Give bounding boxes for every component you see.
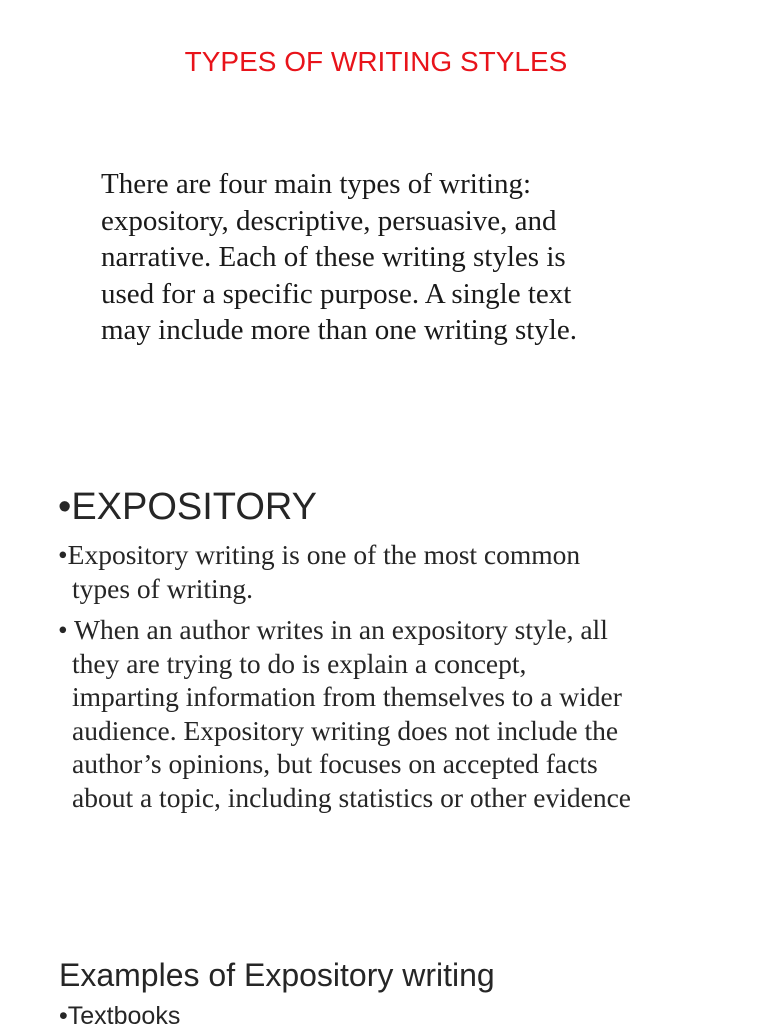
bullet-text: When an author writes in an expository style, all	[74, 614, 608, 645]
list-item-label: Textbooks	[67, 1002, 181, 1024]
bullet-line: about a topic, including statistics or other evidence	[72, 781, 632, 813]
intro-paragraph	[101, 166, 701, 349]
intro-line: used for a specific purpose. A single text	[101, 277, 572, 310]
bullet-line	[58, 613, 748, 647]
bullet-line: author’s opinions, but focuses on accepted facts	[72, 748, 598, 779]
intro-line: There are four main types of writing:	[101, 168, 532, 200]
examples-heading: Examples of Expository writing	[59, 957, 495, 993]
section-heading	[58, 483, 317, 531]
bullet-point	[58, 613, 748, 814]
bullet-point	[58, 538, 748, 605]
intro-line: may include more than one writing style.	[101, 314, 577, 346]
bullet-icon: •	[58, 486, 72, 528]
examples-list	[59, 1000, 180, 1024]
bullet-icon: •	[59, 1002, 68, 1024]
bullet-icon: •	[58, 539, 68, 570]
bullet-line: they are trying to do is explain a concept,	[72, 647, 527, 679]
intro-line: narrative. Each of these writing styles is	[101, 241, 566, 273]
bullet-line	[58, 538, 748, 572]
section-heading-text: EXPOSITORY	[71, 486, 317, 528]
bullet-text: Expository writing is one of the most common	[67, 539, 581, 570]
page-title: TYPES OF WRITING STYLES	[184, 46, 568, 77]
bullet-line: types of writing.	[72, 572, 254, 604]
intro-line: expository, descriptive, persuasive, and	[101, 204, 557, 237]
list-item	[59, 1000, 180, 1024]
bullet-icon: •	[58, 614, 75, 645]
bullet-line: audience. Expository writing does not include the	[72, 714, 619, 746]
bullet-line: imparting information from themselves to a wider	[72, 681, 622, 712]
